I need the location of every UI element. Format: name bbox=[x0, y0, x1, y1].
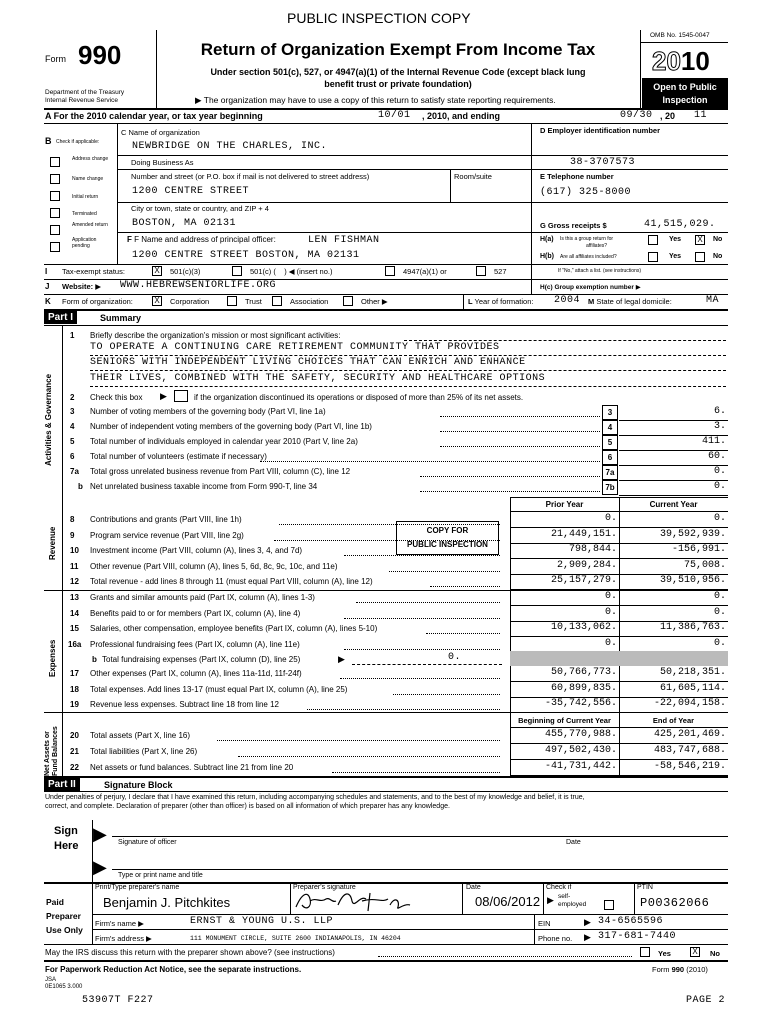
sign-label: Sign bbox=[54, 825, 78, 837]
gov-line-number: 3 bbox=[70, 407, 75, 416]
other-label: Other ▶ bbox=[361, 297, 388, 306]
row-leader bbox=[279, 524, 501, 525]
ptin-label: PTIN bbox=[637, 884, 653, 891]
omb-number: OMB No. 1545-0047 bbox=[650, 32, 710, 39]
hb-text: Are all affiliates included? bbox=[560, 254, 617, 260]
row-text: Professional fundraising fees (Part IX, column (A), line 11e) bbox=[90, 639, 300, 649]
row-leader bbox=[340, 678, 500, 679]
gov-line-box: 7a bbox=[602, 465, 618, 480]
row-prior-value: 0. bbox=[604, 606, 617, 618]
discontinued-checkbox[interactable] bbox=[174, 390, 188, 402]
line-a-and-ending: , 2010, and ending bbox=[422, 111, 501, 121]
eoy-header: End of Year bbox=[652, 716, 695, 725]
gov-line-value: 0. bbox=[713, 481, 726, 492]
gov-line-leader bbox=[420, 491, 600, 492]
row-current-value: 0. bbox=[713, 513, 726, 524]
preparer-date: 08/06/2012 bbox=[475, 894, 541, 909]
line16b-text: Total fundraising expenses (Part IX, column (D), line 25) bbox=[102, 655, 301, 664]
ha-yes-checkbox[interactable] bbox=[648, 235, 658, 245]
firm-name-label: Firm's name ▶ bbox=[95, 919, 144, 928]
4947-label: 4947(a)(1) or bbox=[403, 267, 447, 276]
ha-no-label: No bbox=[713, 236, 723, 243]
row-current-value: -156,991. bbox=[671, 544, 726, 555]
gov-line-box: 3 bbox=[602, 405, 618, 420]
row-prior-value: 798,844. bbox=[568, 544, 617, 555]
row-current-value: 483,747,688. bbox=[653, 745, 726, 756]
row-current-value: 11,386,763. bbox=[659, 622, 726, 633]
other-checkbox[interactable] bbox=[343, 296, 353, 306]
row-text: Total expenses. Add lines 13-17 (must equal Part IX, column (A), line 25) bbox=[90, 684, 348, 694]
gov-line-rule bbox=[619, 495, 728, 496]
initial-return-label: Initial return bbox=[72, 194, 99, 200]
gov-line-value: 6. bbox=[713, 406, 726, 417]
row-current-value: 425,201,469. bbox=[653, 729, 726, 740]
here-label: Here bbox=[54, 840, 79, 852]
gov-line-leader bbox=[420, 476, 600, 477]
name-arrow-icon: ▶ bbox=[93, 857, 107, 877]
preparer-label: Preparer bbox=[46, 911, 81, 921]
prior-year-header: Prior Year bbox=[545, 500, 584, 509]
row-number: 10 bbox=[70, 546, 79, 555]
state-domicile-value: MA bbox=[706, 295, 720, 306]
gov-line-box: 6 bbox=[602, 450, 618, 465]
address-change-checkbox[interactable] bbox=[50, 157, 60, 167]
527-checkbox[interactable] bbox=[476, 266, 486, 276]
row-prior-value: 455,770,988. bbox=[544, 729, 617, 740]
jsa-code: 0E1065 3.000 bbox=[45, 984, 83, 990]
preparer-signature-scribble bbox=[292, 889, 422, 914]
ein-value: 38-3707573 bbox=[570, 157, 636, 168]
row-number: 20 bbox=[70, 731, 79, 740]
page-number: PAGE 2 bbox=[686, 995, 726, 1006]
row-number: 17 bbox=[70, 669, 79, 678]
row-current-value: 39,592,939. bbox=[659, 528, 726, 540]
row-number: 22 bbox=[70, 763, 79, 772]
row-number: 11 bbox=[70, 561, 79, 571]
amended-return-label: Amended return bbox=[72, 222, 108, 228]
row-number: 21 bbox=[70, 747, 79, 756]
row-current-value: -58,546,219. bbox=[653, 761, 726, 772]
row-prior-value: 0. bbox=[604, 513, 617, 524]
gov-line-text: Total number of volunteers (estimate if necessary) bbox=[90, 452, 267, 461]
preparer-name-label: Print/Type preparer's name bbox=[95, 884, 180, 891]
row-number: 8 bbox=[70, 515, 75, 524]
501c-label: 501(c) ( ) ◀ (insert no.) bbox=[250, 267, 333, 276]
row-prior-value: 0. bbox=[604, 637, 617, 649]
firm-address: 111 MONUMENT CIRCLE, SUITE 2600 INDIANAPOLIS, IN 46204 bbox=[190, 935, 401, 942]
website-value[interactable]: WWW.HEBREWSENIORLIFE.ORG bbox=[120, 280, 277, 291]
row-prior-value: 50,766,773. bbox=[550, 667, 617, 678]
terminated-checkbox[interactable] bbox=[50, 208, 60, 218]
row-prior-value: 21,449,151. bbox=[550, 528, 617, 540]
line16b-value: 0. bbox=[448, 652, 462, 663]
tax-year-end-prefix: , 20 bbox=[660, 111, 676, 121]
gov-line-box: 5 bbox=[602, 435, 618, 450]
ha-text-1: Is this a group return for bbox=[560, 236, 614, 242]
gov-line-number: b bbox=[78, 482, 83, 491]
line-j-label: J bbox=[45, 282, 50, 291]
jsa-label: JSA bbox=[45, 977, 57, 983]
footer-form-label: Form 990 (2010) bbox=[652, 965, 708, 974]
trust-checkbox[interactable] bbox=[227, 296, 237, 306]
signature-date-label: Date bbox=[566, 839, 581, 846]
line-b-sub: Check if applicable: bbox=[56, 139, 100, 145]
line-i-label: I bbox=[45, 267, 48, 276]
tax-exempt-status-label: Tax-exempt status: bbox=[62, 267, 125, 276]
row-rule bbox=[510, 759, 728, 760]
row-current-value: -22,094,158. bbox=[653, 698, 726, 709]
side-revenue: Revenue bbox=[48, 526, 57, 560]
line-b-label: B bbox=[45, 136, 52, 146]
row-current-value: 0. bbox=[713, 637, 726, 649]
row-prior-value: 25,157,279. bbox=[550, 575, 617, 586]
527-label: 527 bbox=[494, 267, 507, 276]
row-leader bbox=[426, 633, 500, 634]
hb-yes-label: Yes bbox=[669, 253, 682, 260]
ein-label: D Employer identification number bbox=[540, 126, 661, 135]
firm-ein-label: EIN bbox=[538, 919, 551, 928]
perjury-line-2: correct, and complete. Declaration of preparer (other than officer) is based on all information of which preparer has any knowledge. bbox=[45, 803, 450, 810]
row-number: 15 bbox=[70, 624, 79, 633]
row-text: Benefits paid to or for members (Part IX, column (A), line 4) bbox=[90, 608, 301, 618]
firm-phone-arrow-icon: ▶ bbox=[584, 932, 591, 942]
tax-year: 2010 bbox=[652, 46, 710, 76]
discuss-yes-checkbox[interactable] bbox=[640, 947, 650, 957]
firm-ein-arrow-icon: ▶ bbox=[584, 917, 591, 927]
firm-ein: 34-6565596 bbox=[598, 916, 664, 927]
corporation-checkbox[interactable]: X bbox=[152, 296, 162, 306]
row-number: 13 bbox=[70, 593, 79, 602]
ptin-value: P00362066 bbox=[640, 896, 710, 910]
firm-name: ERNST & YOUNG U.S. LLP bbox=[190, 916, 334, 927]
association-checkbox[interactable] bbox=[272, 296, 282, 306]
irs-label: Internal Revenue Service bbox=[45, 97, 118, 104]
preparer-date-label: Date bbox=[466, 884, 481, 891]
row-current-value: 50,218,351. bbox=[659, 667, 726, 678]
row-number: 19 bbox=[70, 700, 79, 709]
gov-line-value: 60. bbox=[707, 451, 726, 462]
line2-text-b: if the organization discontinued its operations or disposed of more than 25% of its net assets. bbox=[194, 393, 524, 402]
mission-line-3: THEIR LIVES, COMBINED WITH THE SAFETY, SECURITY AND HEALTHCARE OPTIONS bbox=[90, 373, 546, 384]
public-inspection-copy: PUBLIC INSPECTION COPY bbox=[287, 10, 471, 26]
part1-tag: Part I bbox=[44, 311, 77, 324]
open-to-public-badge: Open to Public Inspection bbox=[642, 78, 728, 108]
name-of-org-label: C Name of organization bbox=[121, 128, 200, 137]
paid-label: Paid bbox=[46, 897, 64, 907]
line2-text-a: Check this box bbox=[90, 393, 143, 402]
check-if-label: Check if bbox=[546, 884, 572, 891]
sign-arrow-icon: ▶ bbox=[93, 824, 107, 844]
gov-line-value: 411. bbox=[701, 436, 726, 447]
phone-label: E Telephone number bbox=[540, 172, 614, 181]
row-text: Total assets (Part X, line 16) bbox=[90, 731, 191, 740]
part1-title: Summary bbox=[100, 313, 142, 323]
row-text: Contributions and grants (Part VIII, line 1h) bbox=[90, 515, 242, 524]
501c3-checkbox[interactable]: X bbox=[152, 266, 162, 276]
self-employed-checkbox[interactable] bbox=[604, 900, 614, 910]
self-employed-arrow-icon: ▶ bbox=[547, 895, 554, 905]
row-leader bbox=[307, 709, 500, 710]
application-pending-label: Application pending bbox=[72, 237, 97, 249]
mission-line-2: SENIORS WITH INDEPENDENT LIVING CHOICES THAT CAN ENRICH AND ENHANCE bbox=[90, 357, 526, 368]
gov-line-box: 4 bbox=[602, 420, 618, 435]
association-label: Association bbox=[290, 297, 329, 306]
irs-discuss-question: May the IRS discuss this return with the preparer shown above? (see instructions) bbox=[45, 948, 335, 957]
form-word: Form bbox=[45, 54, 66, 64]
tax-year-end-year: 11 bbox=[694, 110, 708, 121]
hb-label: H(b) bbox=[540, 253, 554, 260]
row-leader bbox=[332, 772, 500, 773]
year-formation-value: 2004 bbox=[554, 295, 581, 306]
row-prior-value: 0. bbox=[604, 591, 617, 602]
row-prior-value: 497,502,430. bbox=[544, 745, 617, 756]
self-employed-label: self- employed bbox=[558, 893, 587, 908]
row-leader bbox=[344, 649, 500, 650]
line16b-arrow-icon: ▶ bbox=[338, 654, 345, 664]
side-activities-governance: Activities & Governance bbox=[44, 373, 53, 466]
copy-for-public-inspection-stamp: COPY FOR PUBLIC INSPECTION bbox=[396, 521, 499, 555]
tax-year-begin: 10/01 bbox=[378, 110, 411, 121]
form-title: Return of Organization Exempt From Income Tax bbox=[200, 40, 596, 59]
row-leader bbox=[344, 618, 500, 619]
hb-yes-checkbox[interactable] bbox=[648, 252, 658, 262]
line1-text: Briefly describe the organization's mission or most significant activities: bbox=[90, 331, 341, 340]
side-net-assets: Net Assets or Fund Balances bbox=[44, 726, 59, 776]
group-exemption-label: H(c) Group exemption number ▶ bbox=[540, 284, 641, 291]
preparer-signature-label: Preparer's signature bbox=[293, 884, 356, 891]
ha-yes-label: Yes bbox=[669, 236, 682, 243]
dba-label: Doing Business As bbox=[131, 158, 194, 167]
line16b-shaded bbox=[510, 651, 728, 666]
gov-line-value: 0. bbox=[713, 466, 726, 477]
gov-line-leader bbox=[260, 461, 600, 462]
row-number: 12 bbox=[70, 577, 79, 586]
form-of-org-label: Form of organization: bbox=[62, 297, 133, 306]
row-leader bbox=[356, 602, 500, 603]
dept-treasury: Department of the Treasury bbox=[45, 89, 125, 96]
form-subtitle-1: Under section 501(c), 527, or 4947(a)(1) of the Internal Revenue Code (except black lung bbox=[210, 67, 586, 77]
gross-receipts-label: G Gross receipts $ bbox=[540, 221, 607, 230]
line1-number: 1 bbox=[70, 331, 75, 340]
name-change-label: Name change bbox=[72, 176, 104, 182]
side-expenses: Expenses bbox=[48, 639, 57, 677]
firm-phone-label: Phone no. bbox=[538, 934, 573, 943]
row-rule bbox=[510, 743, 728, 744]
row-leader bbox=[217, 740, 500, 741]
street-label: Number and street (or P.O. box if mail is not delivered to street address) bbox=[131, 172, 370, 181]
row-leader bbox=[238, 756, 501, 757]
batch-code: 53907T F227 bbox=[82, 995, 154, 1006]
firm-phone: 317-681-7440 bbox=[598, 931, 677, 942]
row-leader bbox=[430, 586, 500, 587]
use-only-label: Use Only bbox=[46, 925, 83, 935]
row-text: Other expenses (Part IX, column (A), lines 11a-11d, 11f-24f) bbox=[90, 669, 302, 678]
row-leader bbox=[393, 694, 500, 695]
gov-line-number: 7a bbox=[70, 467, 79, 476]
row-number: 9 bbox=[70, 530, 75, 540]
notice-line: ▶ The organization may have to use a copy of this return to satisfy state reporting requirements. bbox=[195, 95, 556, 105]
part2-title: Signature Block bbox=[104, 780, 173, 790]
501c3-label: 501(c)(3) bbox=[170, 267, 201, 276]
row-number: 18 bbox=[70, 684, 79, 694]
preparer-name: Benjamin J. Pitchkites bbox=[103, 895, 231, 910]
trust-label: Trust bbox=[245, 297, 262, 306]
row-text: Program service revenue (Part VIII, line 2g) bbox=[90, 530, 244, 540]
signature-of-officer-label[interactable]: Signature of officer bbox=[118, 839, 177, 846]
row-leader bbox=[344, 555, 500, 556]
row-prior-value: 10,133,062. bbox=[550, 622, 617, 633]
gov-line-text: Net unrelated business taxable income from Form 990-T, line 34 bbox=[90, 482, 318, 491]
phone-value: (617) 325-8000 bbox=[540, 187, 632, 198]
city-state-zip: BOSTON, MA 02131 bbox=[132, 218, 237, 229]
row-current-value: 0. bbox=[713, 606, 726, 618]
name-change-checkbox[interactable] bbox=[50, 174, 60, 184]
state-domicile-label: M State of legal domicile: bbox=[588, 297, 672, 306]
row-text: Total revenue - add lines 8 through 11 (must equal Part VIII, column (A), line 12) bbox=[90, 577, 373, 586]
row-number: 16a bbox=[68, 639, 82, 649]
gov-line-text: Total number of individuals employed in calendar year 2010 (Part V, line 2a) bbox=[90, 437, 358, 446]
row-leader bbox=[274, 540, 500, 541]
row-current-value: 61,605,114. bbox=[659, 682, 726, 694]
ha-text-2: affiliates? bbox=[586, 243, 608, 249]
website-label: Website: ▶ bbox=[62, 282, 101, 291]
ha-label: H(a) bbox=[540, 236, 554, 243]
form-subtitle-2: benefit trust or private foundation) bbox=[324, 79, 472, 89]
initial-return-checkbox[interactable] bbox=[50, 191, 60, 201]
year-formation-label: L Year of formation: bbox=[468, 297, 534, 306]
row-current-value: 39,510,956. bbox=[659, 575, 726, 586]
row-prior-value: 60,899,835. bbox=[550, 682, 617, 694]
mission-line-1: TO OPERATE A CONTINUING CARE RETIREMENT COMMUNITY THAT PROVIDES bbox=[90, 342, 500, 353]
row-text: Total liabilities (Part X, line 26) bbox=[90, 747, 198, 756]
line2-arrow-icon: ▶ bbox=[160, 391, 167, 401]
row-current-value: 75,008. bbox=[683, 559, 726, 571]
hb-no-label: No bbox=[713, 253, 723, 260]
discuss-yes-label: Yes bbox=[658, 949, 671, 958]
corporation-label: Corporation bbox=[170, 297, 210, 306]
row-text: Revenue less expenses. Subtract line 18 from line 12 bbox=[90, 700, 279, 709]
firm-address-label: Firm's address ▶ bbox=[95, 934, 152, 943]
gov-line-value: 3. bbox=[713, 421, 726, 432]
hb-no-checkbox[interactable] bbox=[695, 252, 705, 262]
gov-line-leader bbox=[440, 446, 600, 447]
part2-tag: Part II bbox=[44, 778, 80, 791]
h-note: If "No," attach a list. (see instructions) bbox=[558, 268, 642, 274]
tax-year-end: 09/30 bbox=[620, 110, 653, 121]
row-leader bbox=[389, 571, 500, 572]
discuss-no-checkbox[interactable]: X bbox=[690, 947, 700, 957]
terminated-label: Terminated bbox=[72, 211, 97, 217]
row-prior-value: -35,742,556. bbox=[544, 698, 617, 709]
gov-line-text: Number of voting members of the governing body (Part VI, line 1a) bbox=[90, 407, 326, 416]
row-number: 14 bbox=[70, 608, 79, 618]
type-name-title-label: Type or print name and title bbox=[118, 872, 203, 879]
gov-line-box: 7b bbox=[602, 480, 618, 495]
amended-return-checkbox[interactable] bbox=[50, 225, 60, 235]
perjury-line-1: Under penalties of perjury, I declare that I have examined this return, including accompanying schedules and statements, and to the best of my knowledge and belief, it is true, bbox=[45, 794, 585, 801]
officer-address: 1200 CENTRE STREET BOSTON, MA 02131 bbox=[132, 250, 360, 261]
line2-number: 2 bbox=[70, 393, 75, 402]
501c-checkbox[interactable] bbox=[232, 266, 242, 276]
gov-line-number: 6 bbox=[70, 452, 75, 461]
row-text: Other revenue (Part VIII, column (A), lines 5, 6d, 8c, 9c, 10c, and 11e) bbox=[90, 561, 338, 571]
row-text: Salaries, other compensation, employee benefits (Part IX, column (A), lines 5-10) bbox=[90, 624, 378, 633]
row-text: Investment income (Part VIII, column (A), lines 3, 4, and 7d) bbox=[90, 546, 303, 555]
principal-officer-label: F F Name and address of principal officer: bbox=[127, 235, 276, 244]
row-text: Net assets or fund balances. Subtract line 21 from line 20 bbox=[90, 763, 294, 772]
address-change-label: Address change bbox=[72, 156, 109, 162]
line16b-number: b bbox=[92, 655, 97, 664]
form-number: 990 bbox=[78, 40, 122, 70]
city-label: City or town, state or country, and ZIP + 4 bbox=[131, 204, 269, 213]
ha-no-checkbox[interactable]: X bbox=[695, 235, 705, 245]
street-address: 1200 CENTRE STREET bbox=[132, 186, 250, 197]
principal-officer: LEN FISHMAN bbox=[308, 235, 380, 246]
gov-line-leader bbox=[440, 416, 600, 417]
org-name: NEWBRIDGE ON THE CHARLES, INC. bbox=[132, 141, 328, 152]
row-current-value: 0. bbox=[713, 591, 726, 602]
boy-header: Beginning of Current Year bbox=[518, 716, 611, 725]
gov-line-text: Total gross unrelated business revenue from Part VIII, column (C), line 12 bbox=[90, 467, 351, 476]
gov-line-leader bbox=[440, 431, 600, 432]
discuss-no-label: No bbox=[710, 949, 720, 958]
4947-checkbox[interactable] bbox=[385, 266, 395, 276]
row-prior-value: 2,909,284. bbox=[556, 559, 617, 571]
paperwork-notice: For Paperwork Reduction Act Notice, see the separate instructions. bbox=[45, 965, 302, 974]
line-k-label: K bbox=[45, 297, 51, 306]
gov-line-text: Number of independent voting members of the governing body (Part VI, line 1b) bbox=[90, 422, 372, 431]
line-a-label: A For the 2010 calendar year, or tax year beginning bbox=[45, 111, 263, 121]
row-text: Grants and similar amounts paid (Part IX, column (A), lines 1-3) bbox=[90, 593, 315, 602]
gov-line-number: 5 bbox=[70, 437, 75, 446]
gross-receipts-value: 41,515,029. bbox=[644, 219, 716, 230]
row-prior-value: -41,731,442. bbox=[544, 761, 617, 772]
current-year-header: Current Year bbox=[649, 500, 698, 509]
gov-line-number: 4 bbox=[70, 422, 75, 431]
room-suite-label: Room/suite bbox=[454, 172, 492, 181]
application-pending-checkbox[interactable] bbox=[50, 242, 60, 252]
